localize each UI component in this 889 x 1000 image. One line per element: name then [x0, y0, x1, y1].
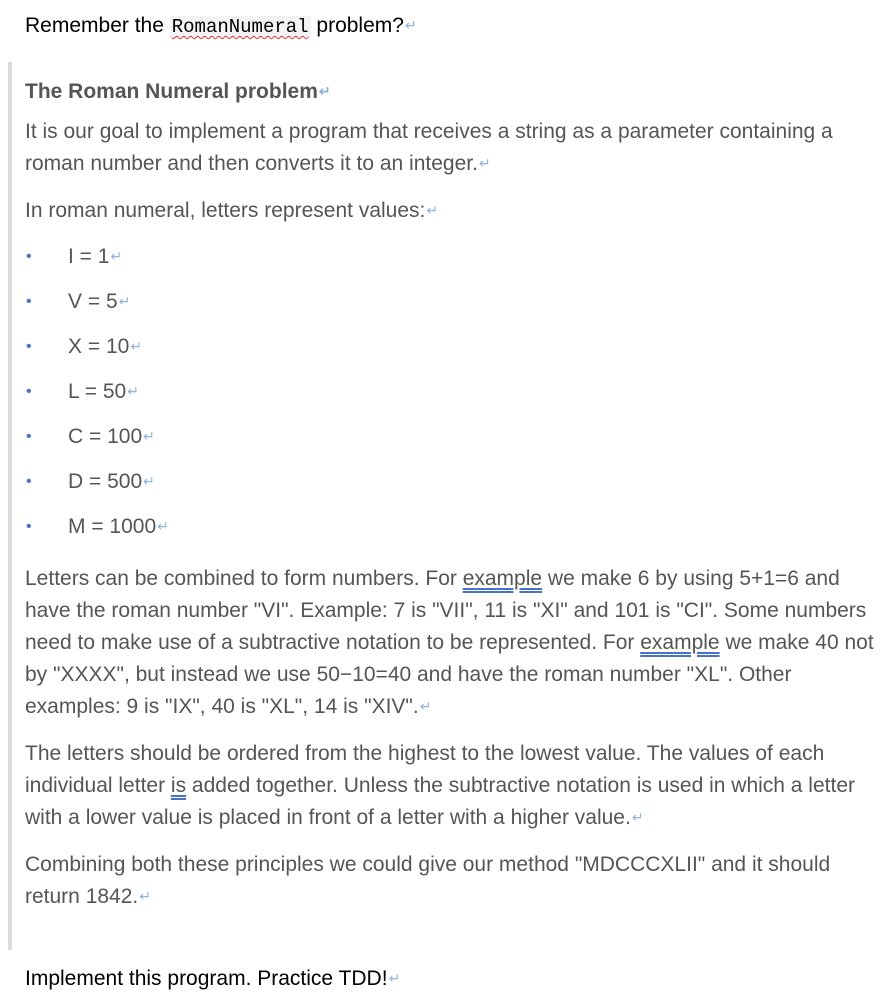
list-item — [25, 324, 878, 369]
paragraph-mark-icon: ↵ — [426, 202, 439, 218]
bullet-icon: • — [26, 428, 32, 445]
intro-text-before: Remember the — [25, 14, 170, 37]
quote-title-text: The Roman Numeral problem — [25, 80, 318, 103]
list-item-text: M = 1000 — [68, 515, 157, 538]
list-item — [25, 504, 878, 549]
paragraph-mark-icon: ↵ — [139, 888, 151, 904]
list-item-text: X = 10 — [68, 335, 130, 358]
paragraph-mark-icon: ↵ — [130, 338, 143, 354]
paragraph-mark-icon: ↵ — [419, 698, 432, 714]
bullet-icon: • — [26, 383, 32, 400]
outro-text: Implement this program. Practice TDD! — [25, 967, 388, 990]
paragraph-text: In roman numeral, letters represent values: — [25, 199, 426, 222]
grammar-flag: example — [640, 631, 720, 654]
roman-values-list — [25, 234, 878, 549]
bullet-icon: • — [26, 248, 32, 265]
paragraph-mark-icon: ↵ — [478, 155, 491, 171]
list-item — [25, 459, 878, 504]
blockquote — [8, 62, 878, 950]
list-item-text: D = 500 — [68, 470, 143, 493]
list-item-text: I = 1 — [68, 245, 110, 268]
list-item-text: V = 5 — [68, 290, 118, 313]
bullet-icon: • — [26, 473, 32, 490]
paragraph-mark-icon: ↵ — [631, 809, 644, 825]
quote-paragraph-3 — [25, 563, 878, 724]
list-item — [25, 369, 878, 414]
paragraph-text: The letters should be ordered from the highest to the lowest value. The values of each individual letter — [25, 742, 825, 797]
paragraph-mark-icon: ↵ — [404, 17, 417, 33]
paragraph-text: we make 40 not by "XXXX", but instead we use 50−10=40 and have the roman number "XL". Other examples: 9 is "IX", 40 is "XL", 14 is "XIV". — [25, 631, 874, 718]
bullet-icon: • — [26, 518, 32, 535]
paragraph-mark-icon: ↵ — [110, 248, 123, 264]
paragraph-text: Combining both these principles we could give our method "MDCCCXLII" and it should return 1842. — [25, 853, 831, 908]
paragraph-mark-icon: ↵ — [388, 970, 401, 986]
paragraph-mark-icon: ↵ — [127, 383, 139, 399]
list-item — [25, 279, 878, 324]
paragraph-text: we make 6 by using 5+1=6 and have the roman number "VI". Example: 7 is "VII", 11 is "XI" and 101 is "CI". Some numbers need to make use of a subtractive notation to be represented. For — [25, 567, 867, 654]
paragraph-text: It is our goal to implement a program that receives a string as a parameter containing a roman number and then converts it to an integer. — [25, 120, 833, 175]
grammar-flag: example — [462, 567, 543, 590]
quote-paragraph-4 — [25, 738, 878, 835]
paragraph-mark-icon: ↵ — [143, 428, 155, 444]
inline-code: RomanNumeral — [171, 16, 309, 38]
paragraph-mark-icon: ↵ — [318, 83, 331, 99]
paragraph-mark-icon: ↵ — [157, 518, 169, 534]
paragraph-mark-icon: ↵ — [143, 473, 155, 489]
paragraph-mark-icon: ↵ — [118, 293, 131, 309]
list-item-text: L = 50 — [68, 380, 127, 403]
paragraph-text: added together. Unless the subtractive notation is used in which a letter with a lower value is placed in front of a letter with a higher value. — [25, 774, 855, 829]
intro-text-after: problem? — [310, 14, 404, 37]
paragraph-text: Letters can be combined to form numbers. For — [25, 567, 463, 590]
quote-paragraph-2 — [25, 195, 878, 228]
outro-line — [25, 965, 400, 994]
list-item-text: C = 100 — [68, 425, 143, 448]
quote-paragraph-1 — [25, 116, 878, 181]
bullet-icon: • — [26, 293, 32, 310]
grammar-flag: is — [170, 774, 187, 797]
quote-paragraph-5 — [25, 849, 878, 914]
list-item — [25, 234, 878, 279]
bullet-icon: • — [26, 338, 32, 355]
list-item — [25, 414, 878, 459]
quote-title — [25, 78, 878, 107]
intro-line — [25, 12, 417, 41]
